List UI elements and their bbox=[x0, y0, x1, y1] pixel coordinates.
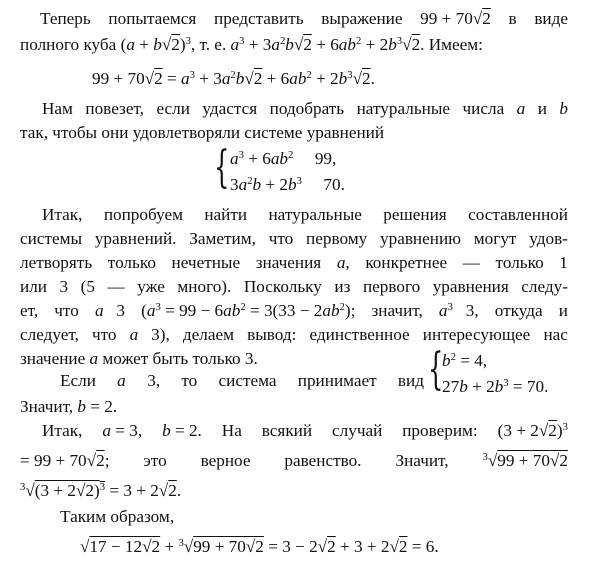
text-line-18: Таким образом, bbox=[60, 507, 175, 526]
equation-system-1 bbox=[214, 142, 394, 198]
text-line-14: Значит, b = 2. bbox=[20, 397, 118, 416]
brace-icon: { bbox=[214, 142, 230, 193]
text-line-13: Если a 3, то система принимает вид bbox=[60, 371, 424, 390]
text-line-17: $^3√(3 + 2√2)^3 = 3 + 2√2$. bbox=[20, 481, 182, 500]
text-line-8: летворять только нечетные значения a, конкретнее — только 1 bbox=[20, 253, 568, 272]
system-1-equation-2: $3a^2b + 2b^3$ 70. bbox=[230, 175, 345, 194]
text-line-7: системы уравнений. Заметим, что первому уравнению могут удов- bbox=[20, 229, 568, 248]
system-1-equation-1: $a^3 + 6ab^2$ 99, bbox=[230, 149, 337, 168]
equation-line-1: $99 + 70√2 = a^3 + 3a^2b√2 + 6ab^2 + 2b^3√2$. bbox=[92, 69, 375, 88]
text-line-10: ет, что a 3 ($a^3 = 99 - 6ab^2 = 3(33 - 2ab^2)$; значит, $a^3$ 3, откуда и bbox=[20, 301, 568, 320]
equation-line-final: √17 − 12√2 + $^3$√99 + 70√2 = 3 − 2√2 + 3 + 2√2 = 6. bbox=[80, 537, 439, 556]
text-line-5: так, чтобы они удовлетворяли системе уравнений bbox=[20, 123, 385, 142]
text-line-2: полного куба $(a + b√2)^3$, т. е. $a^3 + 3a^2b√2 + 6ab^2 + 2b^3√2$. Имеем: bbox=[20, 35, 483, 54]
text-line-1: Теперь попытаемся представить выражение 99 + 70√2 в виде bbox=[40, 9, 568, 28]
text-line-9: или 3 (5 — уже много). Поскольку из первого уравнения следу- bbox=[20, 277, 568, 296]
text-line-6: Итак, попробуем найти натуральные решения составленной bbox=[42, 205, 568, 224]
text-line-11: следует, что a 3), делаем вывод: единственное интересующее нас bbox=[20, 325, 568, 344]
equation-system-2 bbox=[428, 344, 588, 402]
brace-icon: { bbox=[428, 344, 444, 395]
text-line-4: Нам повезет, если удастся подобрать натуральные числа a и b bbox=[42, 99, 568, 118]
text-line-12: значение a может быть только 3. bbox=[20, 349, 258, 368]
system-2-equation-2: $27b + 2b^3 = 70$. bbox=[442, 377, 549, 396]
text-line-15: Итак, a = 3, b = 2. На всякий случай проверим: $(3 + 2√2)^3$ bbox=[42, 421, 568, 440]
text-line-16: = 99 + 70√2; это верное равенство. Значит, $^3$√99 + 70√2 bbox=[20, 451, 568, 470]
system-2-equation-1: $b^2 = 4$, bbox=[442, 351, 488, 370]
